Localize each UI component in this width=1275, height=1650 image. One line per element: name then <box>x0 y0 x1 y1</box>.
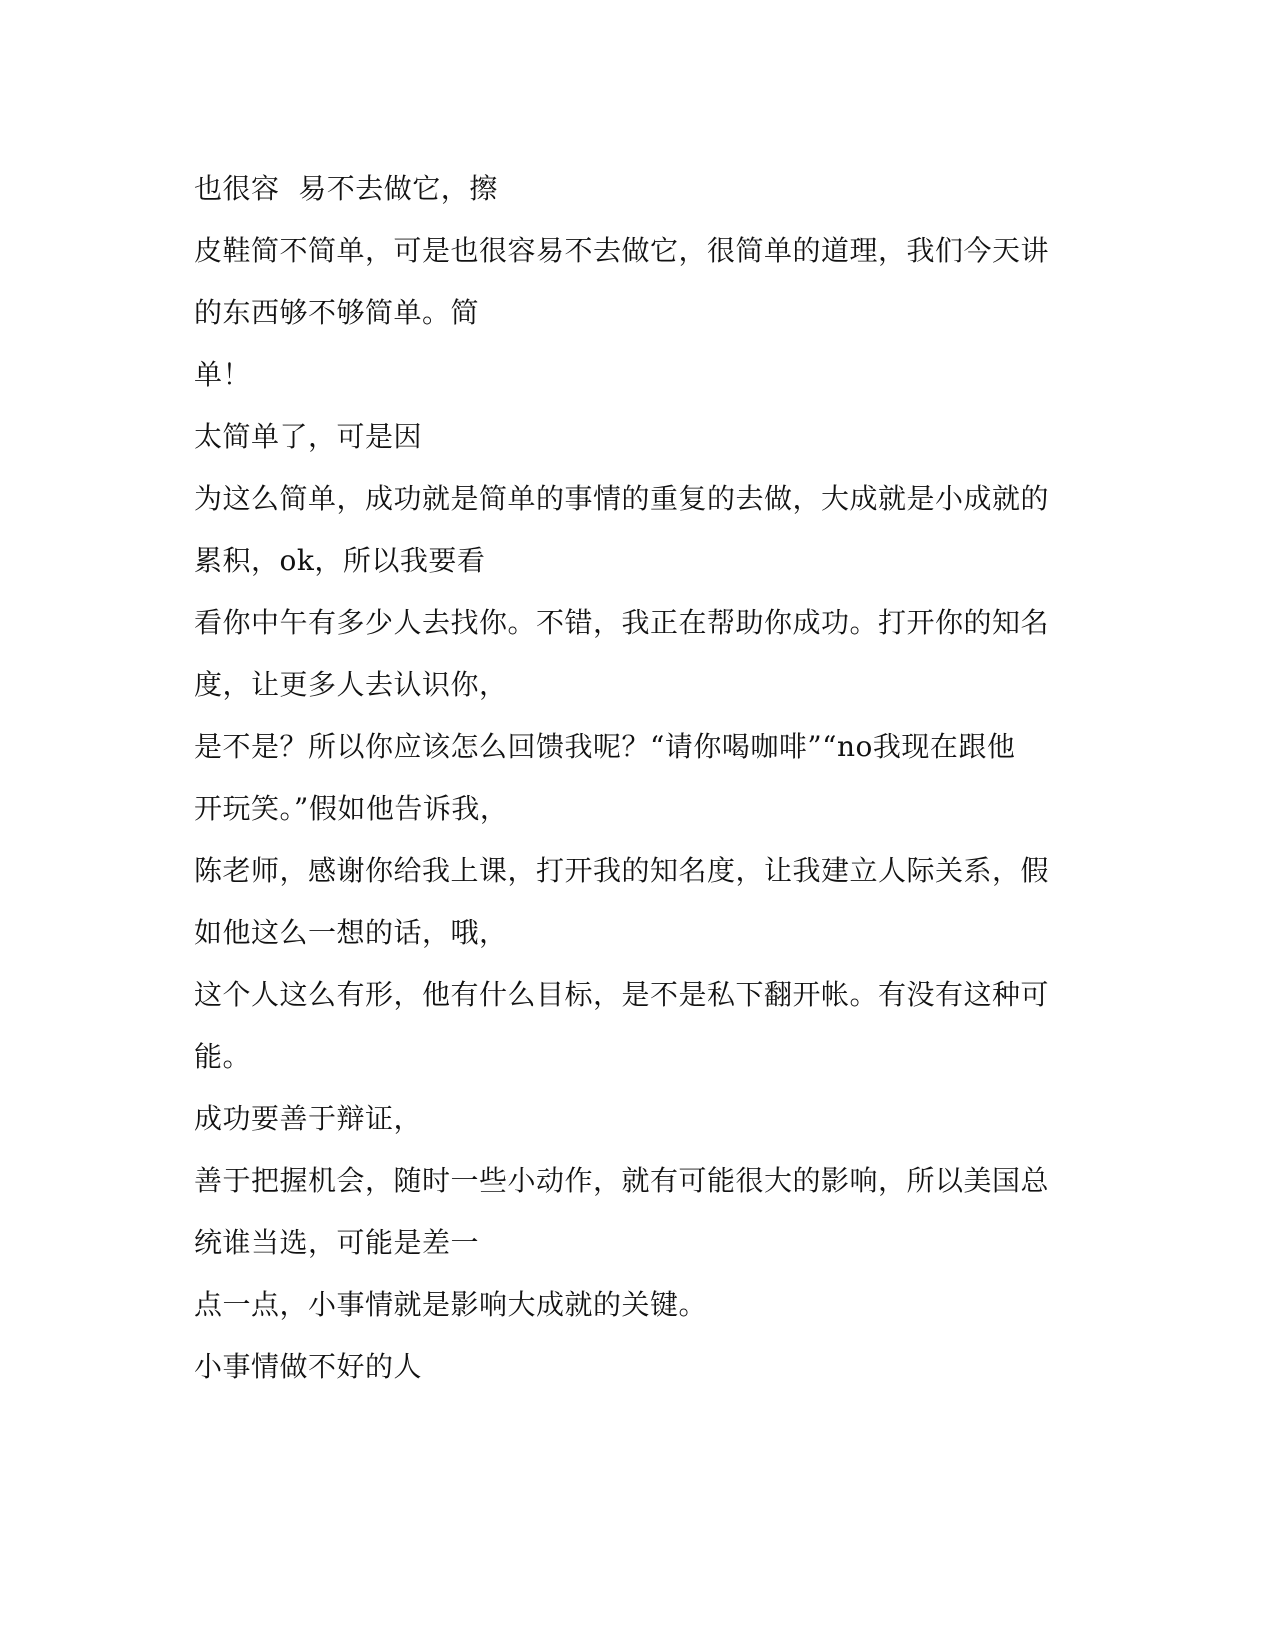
text-line: 累积，ok，所以我要看 <box>194 544 486 577</box>
document-body <box>194 158 1074 1398</box>
text-line: 小事情做不好的人 <box>194 1350 423 1383</box>
text-line: 善于把握机会，随时一些小动作，就有可能很大的影响，所以美国总 <box>194 1164 1050 1197</box>
text-line: 单！ <box>194 358 252 391</box>
text-line: 皮鞋简不简单，可是也很容易不去做它，很简单的道理，我们今天讲 <box>194 234 1050 267</box>
text-line: 太简单了，可是因 <box>194 420 423 453</box>
text-line: 是不是？所以你应该怎么回馈我呢？“请你喝咖啡”“no我现在跟他 <box>194 730 1016 763</box>
text-line: 点一点，小事情就是影响大成就的关键。 <box>194 1288 708 1321</box>
text-line: 这个人这么有形，他有什么目标，是不是私下翻开帐。有没有这种可 <box>194 978 1050 1011</box>
text-line: 也很容 易不去做它，擦 <box>194 172 498 205</box>
text-line: 统谁当选，可能是差一 <box>194 1226 480 1259</box>
text-line: 能。 <box>194 1040 252 1073</box>
text-line: 看你中午有多少人去找你。不错，我正在帮助你成功。打开你的知名 <box>194 606 1050 639</box>
text-line: 度，让更多人去认识你， <box>194 668 508 701</box>
text-line: 如他这么一想的话，哦， <box>194 916 508 949</box>
text-line: 开玩笑。”假如他告诉我， <box>194 792 509 825</box>
text-line: 的东西够不够简单。简 <box>194 296 480 329</box>
text-line: 成功要善于辩证， <box>194 1102 423 1135</box>
text-line: 陈老师，感谢你给我上课，打开我的知名度，让我建立人际关系，假 <box>194 854 1050 887</box>
text-line: 为这么简单，成功就是简单的事情的重复的去做，大成就是小成就的 <box>194 482 1050 515</box>
